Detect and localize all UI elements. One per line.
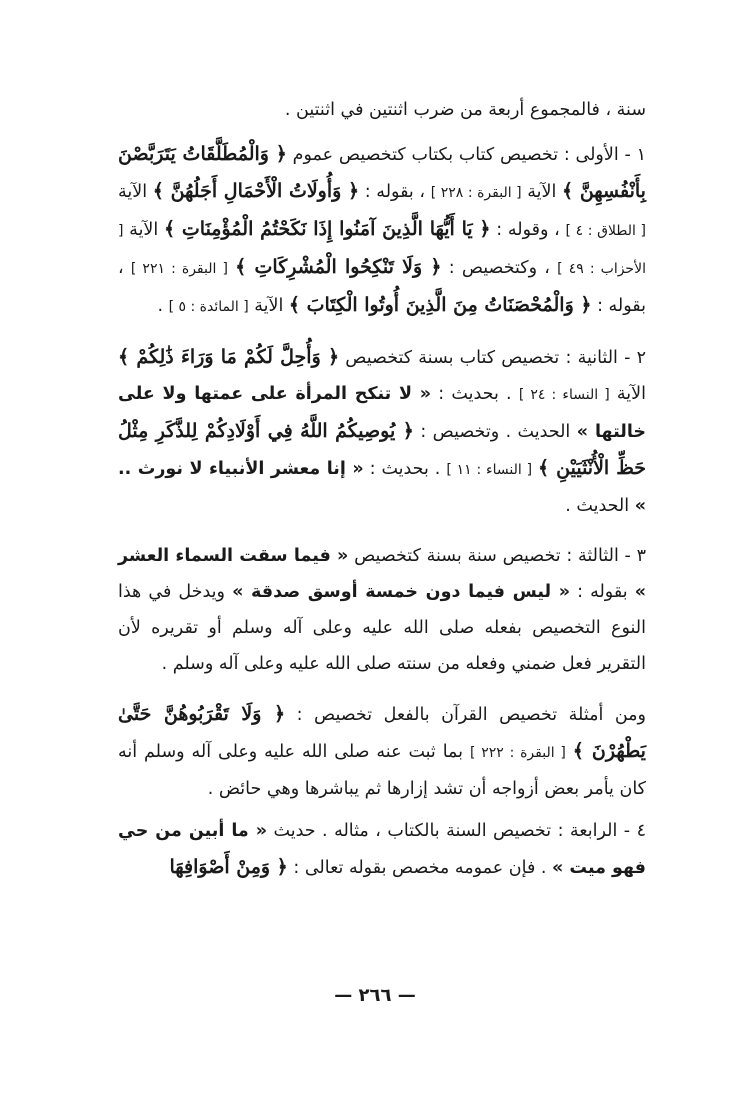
- verse-reference: [ البقرة : ٢٢٢ ]: [469, 745, 566, 761]
- verse-reference: [ المائدة : ٥ ]: [168, 299, 249, 315]
- text-run: ويدخل في هذا النوع التخصيص بفعله صلى الله عليه وعلى آله وسلم أو تقريره لأن التقرير فعل ضمني وفعله من سنته صلى الله عليه وعلى آله وسلم .: [118, 582, 646, 674]
- text-run: .: [157, 296, 169, 316]
- quran-verse: ﴿ وَمِنْ أَصْوَافِهَا: [169, 856, 288, 878]
- page-number: — ٢٦٦ —: [334, 985, 416, 1006]
- paragraph-first-type: [118, 136, 646, 325]
- text-run: ٣ - الثالثة : تخصيص سنة بسنة كتخصيص: [348, 546, 646, 566]
- quran-verse: ﴿ وَأُحِلَّ لَكُمْ مَا وَرَاءَ ذَٰلِكُمْ ﴾: [118, 346, 340, 368]
- text-run: ومن أمثلة تخصيص القرآن بالفعل تخصيص :: [285, 705, 646, 725]
- verse-reference: [ الطلاق : ٤ ]: [565, 223, 646, 239]
- intro-line: سنة ، فالمجموع أربعة من ضرب اثنتين في اثنتين .: [284, 100, 646, 120]
- text-run: الآية: [118, 182, 153, 202]
- text-run: الحديث . وتخصيص :: [413, 422, 577, 442]
- quran-verse: ﴿ وَلَا تَنْكِحُوا الْمُشْرِكَاتِ ﴾: [235, 256, 442, 278]
- text-run: [566, 742, 573, 762]
- page-body: [118, 92, 646, 886]
- text-run: الآية: [248, 296, 289, 316]
- verse-reference: [ البقرة : ٢٢١ ]: [130, 261, 228, 277]
- paragraph-second-type: [118, 339, 646, 524]
- verse-reference: [ الأحزاب : ٤٩ ]: [118, 223, 646, 277]
- quran-verse: ﴿ يُوصِيكُمُ اللَّهُ فِي أَوْلَادِكُمْ لِلذَّكَرِ مِثْلُ حَظِّ الْأُنْثَيَيْنِ ﴾: [118, 420, 646, 479]
- quran-verse: ﴿ وَأُولَاتُ الْأَحْمَالِ أَجَلُهُنَّ ﴾: [152, 180, 360, 202]
- verse-reference: [ البقرة : ٢٢٨ ]: [430, 185, 522, 201]
- text-run: ١ - الأولى : تخصيص كتاب بكتاب كتخصيص عموم: [286, 145, 646, 165]
- paragraph-fourth-type: [118, 813, 646, 886]
- quran-verse: ﴿ يَا أَيُّهَا الَّذِينَ آمَنُوا إِذَا نَكَحْتُمُ الْمُؤْمِنَاتِ ﴾: [164, 218, 491, 240]
- text-run: ، وكتخصيص :: [441, 258, 558, 278]
- text-run: . فإن عمومه مخصص بقوله تعالى :: [287, 858, 553, 878]
- text-run: ٢ - الثانية : تخصيص كتاب بسنة كتخصيص: [339, 348, 646, 368]
- text-run: ، بقوله :: [359, 182, 431, 202]
- paragraph-third-type: [118, 538, 646, 682]
- hadith-quote: « لا تنكح المرأة على عمتها ولا على خالتها »: [118, 384, 646, 442]
- quran-verse: ﴿ وَالْمُحْصَنَاتُ مِنَ الَّذِينَ أُوتُوا الْكِتَابَ ﴾: [288, 294, 592, 316]
- hadith-quote: « ما أبين من حي فهو ميت »: [118, 821, 646, 878]
- hadith-quote: « إنا معشر الأنبياء لا نورث .. »: [118, 459, 646, 516]
- text-run: ، وقوله :: [490, 220, 566, 240]
- text-run: بقوله :: [570, 582, 635, 602]
- quran-verse: ﴿ وَالْمُطَلَّقَاتُ يَتَرَبَّصْنَ بِأَنْفُسِهِنَّ ﴾: [118, 143, 646, 202]
- verse-reference: [ النساء : ١١ ]: [446, 462, 533, 478]
- text-run: . بحديث :: [363, 459, 447, 479]
- verse-reference: [ النساء : ٢٤ ]: [518, 387, 610, 403]
- text-run: الحديث .: [565, 496, 635, 516]
- hadith-quote: « ليس فيما دون خمسة أوسق صدقة »: [232, 582, 570, 602]
- text-run: بما ثبت عنه صلى الله عليه وعلى آله وسلم أنه كان يأمر بعض أزواجه أن تشد إزارها ثم يباشرها وهي حائض .: [118, 742, 646, 799]
- text-run: الآية: [123, 220, 164, 240]
- text-run: الآية: [609, 384, 646, 404]
- quran-verse: ﴿ وَلَا تَقْرَبُوهُنَّ حَتَّىٰ يَطْهُرْنَ ﴾: [118, 703, 646, 762]
- paragraph-action-examples: [118, 696, 646, 807]
- text-run: ٤ - الرابعة : تخصيص السنة بالكتاب ، مثاله . حديث: [267, 821, 646, 841]
- hadith-quote: « فيما سقت السماء العشر »: [118, 546, 646, 602]
- text-run: الآية: [521, 182, 562, 202]
- text-run: . بحديث :: [431, 384, 519, 404]
- text-run: ، بقوله :: [118, 258, 646, 316]
